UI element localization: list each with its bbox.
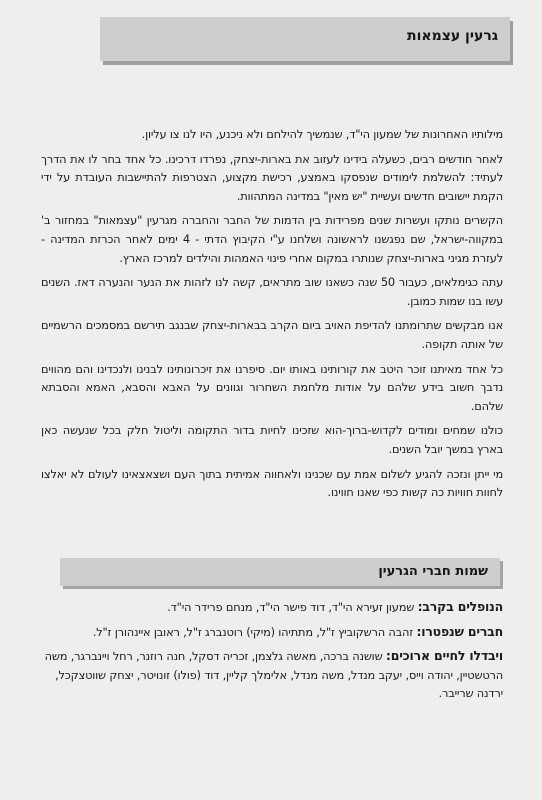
departed-entry (41, 623, 503, 642)
fallen-names: שמעון זעירא הי"ד, דוד פישר הי"ד, מנחם פרידר הי"ד. (167, 600, 418, 614)
members-section-header (60, 558, 500, 586)
long-life-names: שושנה ברכה, מאשה גלצמן, זכריה דסקל, חנה רוזנר, רחל ויינברגר, משה הרטשטיין, יהודה וייס, יעקב מנדל, משה מנדל, אלימלך קליין, דוד (פולו) זונויטר, יצחק שווטצקכל, ירדנה שרייבר. (44, 649, 503, 701)
paragraph-8: מי ייתן ונזכה להגיע לשלום אמת עם שכנינו ולאחווה אמיתית בתוך העם ושצאצאינו לעולם לא יאלצו לחוות חוויות כה קשות כפי שאנו חווינו. (41, 466, 503, 500)
page-title: גרעין עצמאות (407, 28, 498, 44)
long-life-entry (41, 647, 503, 703)
paragraph-4: עתה כגימלאים, כעבור 50 שנה כשאנו שוב מתראים, קשה לנו לזהות את הנער והנערה דאז. השנים עשו בנו שמות כמובן. (41, 275, 503, 308)
paragraph-5: אנו מבקשים שתרומתנו להדיפת האויב ביום הקרב בבארות-יצחק שבנגב תירשם במסמכים הרשמיים של אותה תקופה. (41, 318, 503, 351)
paragraph-3: הקשרים נותקו ועשרות שנים מפרידות בין הדמות של החבר והחברה מגרעין "עצמאות" במחזור ב' במקווה-ישראל, שם נפגשנו לראשונה ושלחנו ע"י הקיבוץ הדתי - 4 ימים לאחר הכרזת המדינה - לעזרת מגיני בארות-יצחק שנותרו במקום אחרי פינוי האמהות והילדים למרכז הארץ. (41, 213, 503, 265)
paragraph-1: מילותיו האחרונות של שמעון הי"ד, שנמשיך להילחם ולא ניכנע, היו לנו צו עליון. (141, 127, 503, 141)
fallen-entry (41, 598, 503, 617)
members-list (41, 598, 503, 703)
paragraph-6: כל אחד מאיתנו זוכר היטב את קורותינו באותו יום. סיפרנו את זיכרונותינו לבנינו ולנכדינו והם מהווים נדבך חשוב בידע שלהם על אודות מלחמת השחרור וגוונים על האבא והסבא, האמא והסבתא שלהם. (41, 361, 503, 413)
members-section-title: שמות חברי הגרעין (378, 564, 488, 579)
body-text (41, 125, 503, 502)
fallen-label: הנופלים בקרב: (417, 599, 503, 614)
departed-names: זהבה הרשקוביץ ז"ל, מתתיהו (מיקי) רוטנברג ז"ל, ראובן איינהורן ז"ל. (92, 624, 417, 639)
paragraph-2: לאחר חודשים רבים, כשעלה בידינו לעזוב את בארות-יצחק, נפרדו דרכינו. כל אחד בחר לו את הדרך לעתיד: להשלמת לימודים שנפסקו באמצע, רכישת מקצוע, הצטרפות להתיישבות העובדת על ידי הקמת יישובים חדשים ועשיית "יש מאין" במדינה המתהוות. (41, 151, 503, 203)
departed-label: חברים שנפטרו: (416, 623, 503, 639)
long-life-label: ויבדלו לחיים ארוכים: (385, 648, 503, 664)
paragraph-7: כולנו שמחים ומודים לקדוש-ברוך-הוא שזכינו לחיות בדור התקומה וליטול חלק בכל שנעשה כאן בארץ במשך יובל השנים. (41, 423, 503, 456)
header-bar (100, 17, 510, 61)
